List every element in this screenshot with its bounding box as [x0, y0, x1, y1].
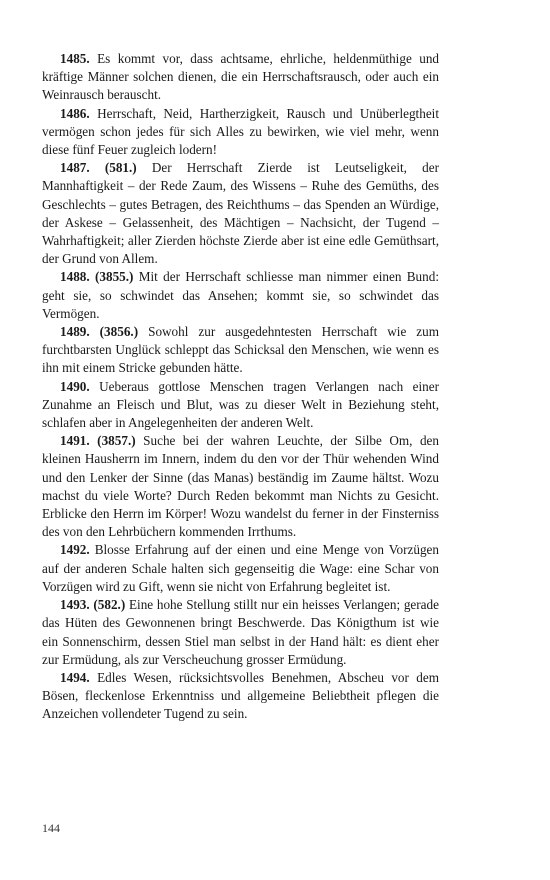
entry-text: Eine hohe Stellung stillt nur ein heisses Verlangen; gerade das Hüten des Gewonnenen bringt Beschwerde. Das Königthum ist wie ein Sonnenschirm, dessen Stiel man selbst in der Hand hält: es dient eher zur Ermüdung, als zur Verscheuchung grosser Ermüdung. — [42, 597, 439, 667]
entry-1487 — [42, 159, 439, 268]
entry-text: Der Herrschaft Zierde ist Leutseligkeit, der Mannhaftigkeit – der Rede Zaum, des Wissens – Ruhe des Gemüths, des Geschlechts – gutes Betragen, des Reichthums – das Spenden an Würdige, der Askese – Gelassenheit, des Mächtigen – Nachsicht, der Tugend – Wahrhaftigkeit; aller Zierden höchste Zierde aber ist eine edle Gemüthsart, der Grund von Allem. — [42, 160, 439, 267]
entry-number: 1491. (3857.) — [60, 433, 136, 449]
entry-text: Mit der Herrschaft schliesse man nimmer einen Bund: geht sie, so schwindet das Ansehen; kommt sie, so schwindet das Vermögen. — [42, 269, 439, 321]
entry-number: 1488. (3855.) — [60, 269, 134, 285]
entry-1493 — [42, 596, 439, 669]
entry-1489 — [42, 323, 439, 378]
entry-text: Edles Wesen, rücksichtsvolles Benehmen, Abscheu vor dem Bösen, fleckenlose Erkenntniss und allgemeine Beliebtheit pflegen die Anzeichen vollendeter Tugend zu sein. — [42, 669, 440, 722]
entry-number: 1490. — [60, 378, 90, 394]
entry-number: 1489. (3856.) — [60, 324, 139, 340]
entry-text: Herrschaft, Neid, Hartherzigkeit, Rausch und Unüberlegtheit vermögen schon jedes für sich Alles zu bewirken, wie viel mehr, wenn diese fünf Feuer zugleich lodern! — [42, 105, 439, 158]
entry-1494 — [42, 669, 439, 724]
entry-number: 1494. — [60, 669, 90, 685]
entry-1490 — [42, 378, 439, 433]
page-number: 144 — [42, 821, 60, 835]
entry-text: Es kommt vor, dass achtsame, ehrliche, heldenmüthige und kräftige Männer solchen dienen, die ein Herrschaftsrausch, oder auch ein Weinrausch berauscht. — [42, 51, 440, 103]
entry-number: 1487. (581.) — [60, 160, 137, 176]
entry-text: Blosse Erfahrung auf der einen und eine Menge von Vorzügen auf der anderen Schale halten sich gegenseitig die Wage: eine Schar von Vorzügen wird zu Gift, wenn sie nicht von Erfahrung begleitet ist. — [42, 542, 439, 594]
entry-1486 — [42, 105, 439, 160]
entry-number: 1493. (582.) — [60, 597, 126, 613]
entry-number: 1492. — [60, 542, 90, 558]
entry-number: 1485. — [60, 51, 90, 66]
entry-text: Ueberaus gottlose Menschen tragen Verlangen nach einer Zunahme an Fleisch und Blut, was zu dieser Welt in Beziehung steht, schlafen aber in Angelegenheiten der anderen Welt. — [42, 378, 439, 431]
entry-1492 — [42, 541, 439, 596]
entry-text: Suche bei der wahren Leuchte, der Silbe Om, den kleinen Hausherrn im Innern, indem du den vor der Thür wehenden Wind und den Lenker der Sinne (das Manas) beständig im Zaume hältst. Wozu machst du viele Worte? Durch Reden bekommt man Nichts zu Gesicht. Erblicke den Herrn im Körper! Wozu wandelst du ferner in der Finsterniss des von den Lehrbüchern kommenden Irrthums. — [42, 433, 439, 540]
entry-number: 1486. — [60, 105, 90, 121]
entry-text: Sowohl zur ausgedehntesten Herrschaft wie zum furchtbarsten Unglück schleppt das Schicksal den Menschen, wie wenn es ihn mit einem Stricke gebunden hätte. — [42, 324, 439, 376]
entry-1491 — [42, 432, 439, 541]
page-body — [42, 50, 439, 724]
entry-1485 — [42, 50, 439, 105]
entry-1488 — [42, 268, 439, 323]
